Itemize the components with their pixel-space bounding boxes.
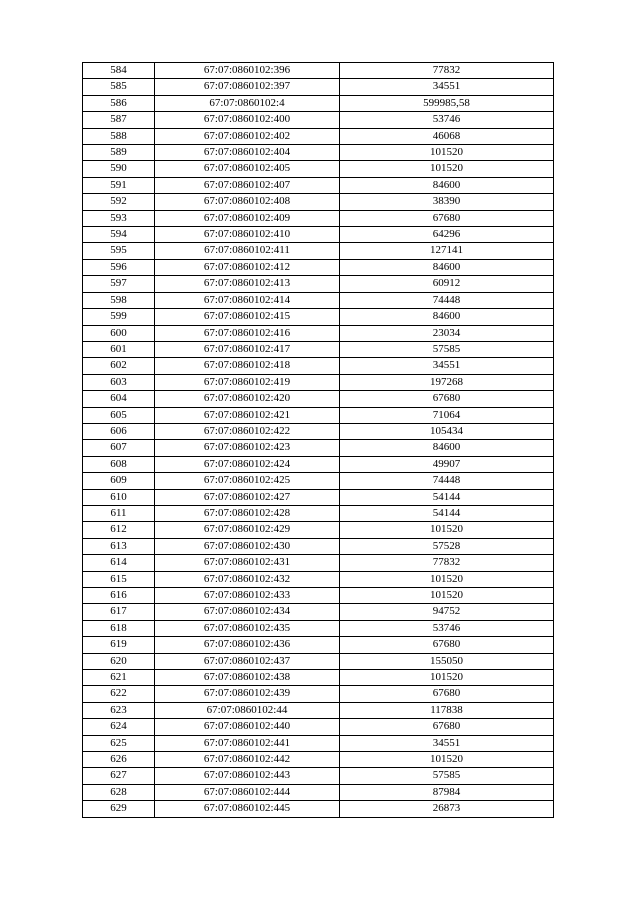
row-number-cell: 621 — [83, 670, 155, 686]
table-row — [83, 735, 554, 751]
value-cell: 67680 — [340, 719, 554, 735]
table-row — [83, 128, 554, 144]
value-cell: 64296 — [340, 227, 554, 243]
table-row — [83, 177, 554, 193]
table-row — [83, 456, 554, 472]
value-cell: 34551 — [340, 735, 554, 751]
cadastral-number-cell: 67:07:0860102:421 — [155, 407, 340, 423]
cadastral-number-cell: 67:07:0860102:409 — [155, 210, 340, 226]
cadastral-number-cell: 67:07:0860102:413 — [155, 276, 340, 292]
row-number-cell: 609 — [83, 473, 155, 489]
value-cell: 101520 — [340, 588, 554, 604]
row-number-cell: 595 — [83, 243, 155, 259]
table-body — [83, 63, 554, 818]
row-number-cell: 626 — [83, 752, 155, 768]
cadastral-number-cell: 67:07:0860102:418 — [155, 358, 340, 374]
table-row — [83, 505, 554, 521]
row-number-cell: 615 — [83, 571, 155, 587]
table-row — [83, 325, 554, 341]
table-row — [83, 571, 554, 587]
cadastral-number-cell: 67:07:0860102:432 — [155, 571, 340, 587]
table-row — [83, 620, 554, 636]
table-row — [83, 161, 554, 177]
cadastral-number-cell: 67:07:0860102:405 — [155, 161, 340, 177]
cadastral-number-cell: 67:07:0860102:402 — [155, 128, 340, 144]
cadastral-number-cell: 67:07:0860102:429 — [155, 522, 340, 538]
table-row — [83, 719, 554, 735]
value-cell: 84600 — [340, 259, 554, 275]
row-number-cell: 618 — [83, 620, 155, 636]
table-row — [83, 374, 554, 390]
row-number-cell: 585 — [83, 79, 155, 95]
row-number-cell: 619 — [83, 637, 155, 653]
row-number-cell: 617 — [83, 604, 155, 620]
cadastral-number-cell: 67:07:0860102:417 — [155, 341, 340, 357]
cadastral-number-cell: 67:07:0860102:411 — [155, 243, 340, 259]
cadastral-number-cell: 67:07:0860102:438 — [155, 670, 340, 686]
cadastral-number-cell: 67:07:0860102:416 — [155, 325, 340, 341]
cadastral-number-cell: 67:07:0860102:439 — [155, 686, 340, 702]
cadastral-number-cell: 67:07:0860102:420 — [155, 391, 340, 407]
cadastral-number-cell: 67:07:0860102:412 — [155, 259, 340, 275]
row-number-cell: 611 — [83, 505, 155, 521]
cadastral-number-cell: 67:07:0860102:422 — [155, 423, 340, 439]
value-cell: 60912 — [340, 276, 554, 292]
cadastral-number-cell: 67:07:0860102:440 — [155, 719, 340, 735]
row-number-cell: 605 — [83, 407, 155, 423]
value-cell: 101520 — [340, 752, 554, 768]
table-row — [83, 95, 554, 111]
cadastral-number-cell: 67:07:0860102:397 — [155, 79, 340, 95]
cadastral-number-cell: 67:07:0860102:419 — [155, 374, 340, 390]
value-cell: 23034 — [340, 325, 554, 341]
table-row — [83, 341, 554, 357]
cadastral-number-cell: 67:07:0860102:433 — [155, 588, 340, 604]
value-cell: 53746 — [340, 620, 554, 636]
row-number-cell: 624 — [83, 719, 155, 735]
table-row — [83, 276, 554, 292]
table-row — [83, 194, 554, 210]
table-row — [83, 473, 554, 489]
row-number-cell: 625 — [83, 735, 155, 751]
value-cell: 54144 — [340, 505, 554, 521]
value-cell: 117838 — [340, 702, 554, 718]
row-number-cell: 608 — [83, 456, 155, 472]
value-cell: 101520 — [340, 670, 554, 686]
cadastral-number-cell: 67:07:0860102:442 — [155, 752, 340, 768]
cadastral-number-cell: 67:07:0860102:443 — [155, 768, 340, 784]
value-cell: 599985,58 — [340, 95, 554, 111]
value-cell: 54144 — [340, 489, 554, 505]
row-number-cell: 612 — [83, 522, 155, 538]
table-row — [83, 801, 554, 817]
row-number-cell: 600 — [83, 325, 155, 341]
table-row — [83, 702, 554, 718]
table-row — [83, 670, 554, 686]
row-number-cell: 628 — [83, 784, 155, 800]
row-number-cell: 584 — [83, 63, 155, 79]
table-row — [83, 768, 554, 784]
cadastral-number-cell: 67:07:0860102:427 — [155, 489, 340, 505]
value-cell: 26873 — [340, 801, 554, 817]
cadastral-number-cell: 67:07:0860102:435 — [155, 620, 340, 636]
cadastral-number-cell: 67:07:0860102:444 — [155, 784, 340, 800]
value-cell: 94752 — [340, 604, 554, 620]
row-number-cell: 589 — [83, 145, 155, 161]
table-row — [83, 227, 554, 243]
cadastral-number-cell: 67:07:0860102:423 — [155, 440, 340, 456]
row-number-cell: 604 — [83, 391, 155, 407]
value-cell: 38390 — [340, 194, 554, 210]
table-row — [83, 604, 554, 620]
table-row — [83, 555, 554, 571]
table-row — [83, 538, 554, 554]
value-cell: 84600 — [340, 440, 554, 456]
cadastral-number-cell: 67:07:0860102:408 — [155, 194, 340, 210]
value-cell: 155050 — [340, 653, 554, 669]
row-number-cell: 610 — [83, 489, 155, 505]
table-row — [83, 423, 554, 439]
table-row — [83, 752, 554, 768]
cadastral-number-cell: 67:07:0860102:434 — [155, 604, 340, 620]
row-number-cell: 623 — [83, 702, 155, 718]
value-cell: 77832 — [340, 63, 554, 79]
value-cell: 105434 — [340, 423, 554, 439]
value-cell: 87984 — [340, 784, 554, 800]
value-cell: 71064 — [340, 407, 554, 423]
value-cell: 67680 — [340, 637, 554, 653]
value-cell: 197268 — [340, 374, 554, 390]
value-cell: 46068 — [340, 128, 554, 144]
row-number-cell: 586 — [83, 95, 155, 111]
row-number-cell: 593 — [83, 210, 155, 226]
value-cell: 67680 — [340, 686, 554, 702]
row-number-cell: 592 — [83, 194, 155, 210]
row-number-cell: 603 — [83, 374, 155, 390]
table-row — [83, 79, 554, 95]
row-number-cell: 602 — [83, 358, 155, 374]
value-cell: 101520 — [340, 571, 554, 587]
value-cell: 77832 — [340, 555, 554, 571]
value-cell: 49907 — [340, 456, 554, 472]
row-number-cell: 587 — [83, 112, 155, 128]
table-row — [83, 686, 554, 702]
cadastral-number-cell: 67:07:0860102:400 — [155, 112, 340, 128]
value-cell: 101520 — [340, 522, 554, 538]
value-cell: 57585 — [340, 341, 554, 357]
row-number-cell: 620 — [83, 653, 155, 669]
cadastral-number-cell: 67:07:0860102:410 — [155, 227, 340, 243]
row-number-cell: 598 — [83, 292, 155, 308]
row-number-cell: 606 — [83, 423, 155, 439]
table-row — [83, 292, 554, 308]
cadastral-number-cell: 67:07:0860102:445 — [155, 801, 340, 817]
table-row — [83, 210, 554, 226]
row-number-cell: 613 — [83, 538, 155, 554]
table-row — [83, 145, 554, 161]
row-number-cell: 597 — [83, 276, 155, 292]
row-number-cell: 599 — [83, 309, 155, 325]
value-cell: 74448 — [340, 473, 554, 489]
row-number-cell: 590 — [83, 161, 155, 177]
value-cell: 67680 — [340, 210, 554, 226]
table-row — [83, 407, 554, 423]
cadastral-number-cell: 67:07:0860102:407 — [155, 177, 340, 193]
row-number-cell: 607 — [83, 440, 155, 456]
cadastral-number-cell: 67:07:0860102:431 — [155, 555, 340, 571]
cadastral-number-cell: 67:07:0860102:404 — [155, 145, 340, 161]
value-cell: 127141 — [340, 243, 554, 259]
cadastral-number-cell: 67:07:0860102:424 — [155, 456, 340, 472]
table-row — [83, 309, 554, 325]
cadastral-number-cell: 67:07:0860102:44 — [155, 702, 340, 718]
table-row — [83, 637, 554, 653]
row-number-cell: 627 — [83, 768, 155, 784]
row-number-cell: 588 — [83, 128, 155, 144]
cadastral-number-cell: 67:07:0860102:396 — [155, 63, 340, 79]
value-cell: 84600 — [340, 177, 554, 193]
cadastral-number-cell: 67:07:0860102:428 — [155, 505, 340, 521]
table-row — [83, 784, 554, 800]
cadastral-number-cell: 67:07:0860102:414 — [155, 292, 340, 308]
table-row — [83, 391, 554, 407]
row-number-cell: 614 — [83, 555, 155, 571]
value-cell: 34551 — [340, 358, 554, 374]
value-cell: 84600 — [340, 309, 554, 325]
value-cell: 101520 — [340, 145, 554, 161]
cadastral-number-cell: 67:07:0860102:437 — [155, 653, 340, 669]
row-number-cell: 591 — [83, 177, 155, 193]
value-cell: 101520 — [340, 161, 554, 177]
value-cell: 57528 — [340, 538, 554, 554]
cadastral-number-cell: 67:07:0860102:441 — [155, 735, 340, 751]
row-number-cell: 594 — [83, 227, 155, 243]
row-number-cell: 601 — [83, 341, 155, 357]
table-row — [83, 489, 554, 505]
cadastral-number-cell: 67:07:0860102:436 — [155, 637, 340, 653]
cadastral-number-cell: 67:07:0860102:430 — [155, 538, 340, 554]
value-cell: 74448 — [340, 292, 554, 308]
value-cell: 67680 — [340, 391, 554, 407]
table-row — [83, 522, 554, 538]
value-cell: 53746 — [340, 112, 554, 128]
table-row — [83, 358, 554, 374]
table-row — [83, 259, 554, 275]
cadastral-value-table — [82, 62, 554, 818]
table-row — [83, 112, 554, 128]
cadastral-number-cell: 67:07:0860102:415 — [155, 309, 340, 325]
row-number-cell: 622 — [83, 686, 155, 702]
row-number-cell: 596 — [83, 259, 155, 275]
row-number-cell: 616 — [83, 588, 155, 604]
row-number-cell: 629 — [83, 801, 155, 817]
cadastral-number-cell: 67:07:0860102:4 — [155, 95, 340, 111]
table-row — [83, 440, 554, 456]
table-row — [83, 243, 554, 259]
table-row — [83, 63, 554, 79]
table-row — [83, 588, 554, 604]
table-row — [83, 653, 554, 669]
value-cell: 34551 — [340, 79, 554, 95]
value-cell: 57585 — [340, 768, 554, 784]
cadastral-number-cell: 67:07:0860102:425 — [155, 473, 340, 489]
